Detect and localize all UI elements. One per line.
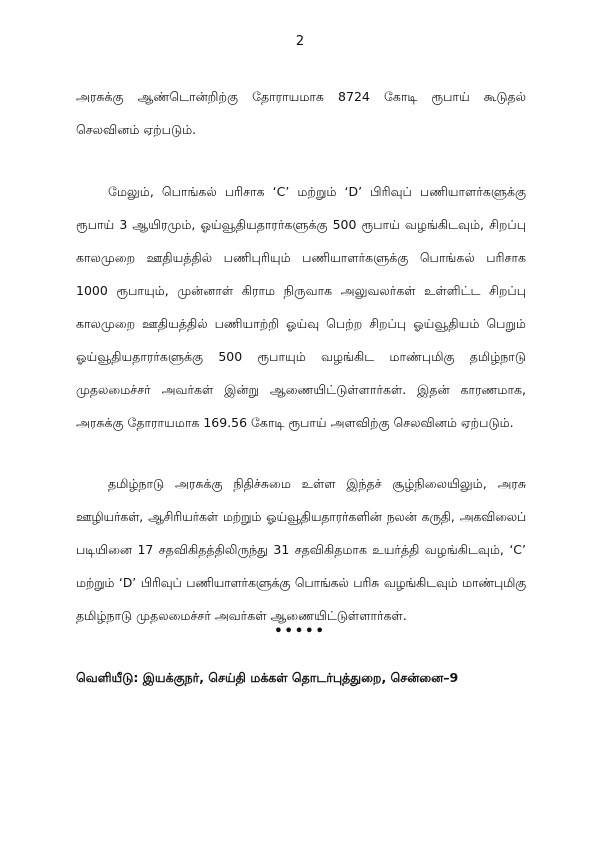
paragraph-3-line-3: படியினை 17 சதவிகிதத்திலிருந்து 31 சதவிகிதமாக உயர்த்தி வழங்கிடவும், ‘C’ [76, 542, 526, 557]
paragraph-1-line-2: செலவினம் ஏற்படும். [76, 122, 197, 137]
paragraph-3-line-1: தமிழ்நாடு அரசுக்கு நிதிச்சுமை உள்ள இந்தச் சூழ்நிலையிலும், அரசு [108, 476, 526, 491]
paragraph-3-line-5: தமிழ்நாடு முதலமைச்சர் அவர்கள் ஆணையிட்டுள்ளார்கள். [76, 608, 407, 623]
footer-publisher: வெளியீடு: இயக்குநர், செய்தி மக்கள் தொடர்புத்துறை, சென்னை–9 [76, 670, 459, 685]
paragraph-2-line-4: 1000 ரூபாயும், முன்னாள் கிராம நிருவாக அலுவலர்கள் உள்ளிட்ட சிறப்பு [76, 283, 526, 298]
paragraph-3-line-2: ஊழியர்கள், ஆசிரியர்கள் மற்றும் ஓய்வூதியதாரர்களின் நலன் கருதி, அகவிலைப் [76, 510, 526, 524]
separator-dots: ••••• [274, 624, 326, 639]
paragraph-2-line-1: மேலும், பொங்கல் பரிசாக ‘C’ மற்றும் ‘D’ பிரிவுப் பணியாளர்களுக்கு [108, 184, 526, 199]
paragraph-3-line-4: மற்றும் ‘D’ பிரிவுப் பணியாளர்களுக்கு பொங்கல் பரிசு வழங்கிடவும் மாண்புமிகு [76, 576, 526, 590]
paragraph-1-line-1: அரசுக்கு ஆண்டொன்றிற்கு தோராயமாக 8724 கோடி ரூபாய் கூடுதல் [76, 89, 526, 104]
paragraph-2-line-8: அரசுக்கு தோராயமாக 169.56 கோடி ரூபாய் அளவிற்கு செலவினம் ஏற்படும். [76, 415, 514, 430]
paragraph-2-line-7: முதலமைச்சர் அவர்கள் இன்று ஆணையிட்டுள்ளார்கள். இதன் காரணமாக, [76, 382, 526, 397]
paragraph-2-line-5: காலமுறை ஊதியத்தில் பணியாற்றி ஓய்வு பெற்ற சிறப்பு ஓய்வூதியம் பெறும் [76, 316, 526, 331]
paragraph-2-line-3: காலமுறை ஊதியத்தில் பணிபுரியும் பணியாளர்களுக்கு பொங்கல் பரிசாக [76, 250, 526, 265]
page-number: 2 [295, 34, 305, 49]
paragraph-2-line-2: ரூபாய் 3 ஆயிரமும், ஓய்வூதியதாரர்களுக்கு 500 ரூபாய் வழங்கிடவும், சிறப்பு [76, 217, 526, 232]
paragraph-2-line-6: ஓய்வூதியதாரர்களுக்கு 500 ரூபாயும் வழங்கிட மாண்புமிகு தமிழ்நாடு [76, 349, 526, 364]
